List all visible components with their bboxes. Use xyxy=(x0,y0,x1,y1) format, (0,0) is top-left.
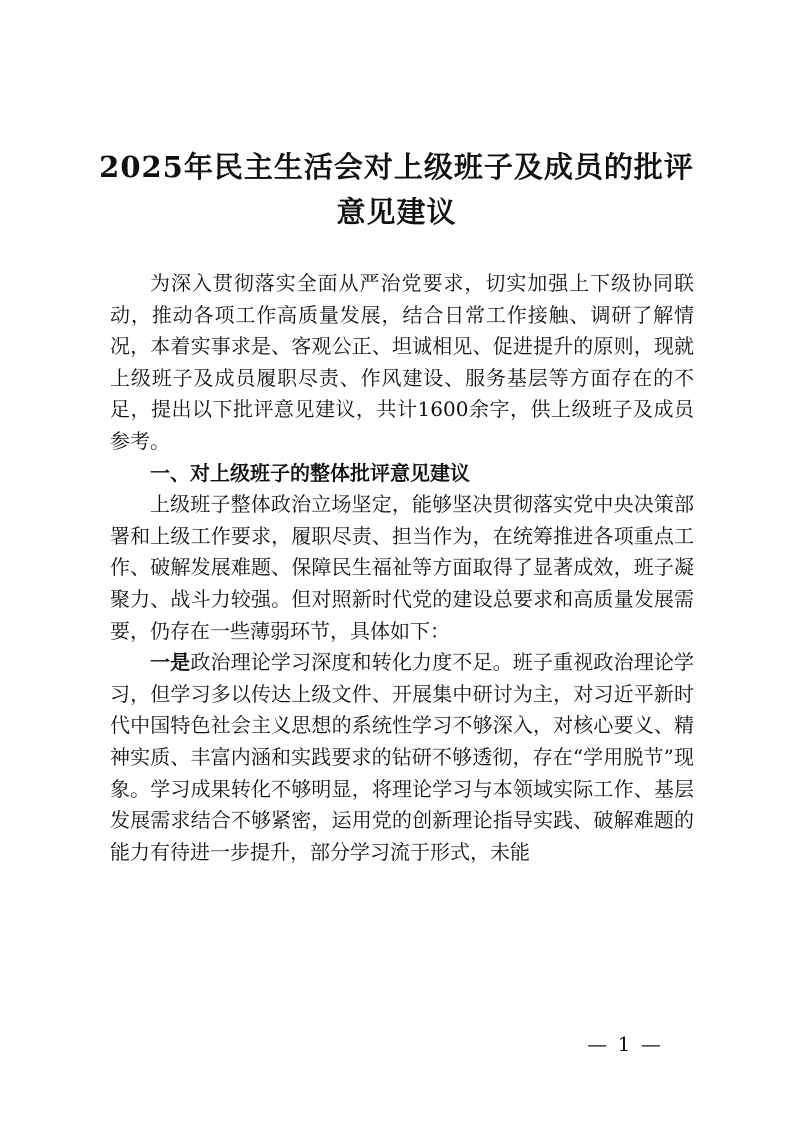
point-1-text: 政治理论学习深度和转化力度不足。班子重视政治理论学习，但学习多以传达上级文件、开展集中研讨为主，对习近平新时代中国特色社会主义思想的系统性学习不够深入，对核心要义、精神实质、丰富内涵和实践要求的钻研不够透彻，存在“学用脱节”现象。学习成果转化不够明显，将理论学习与本领域实际工作、基层发展需求结合不够紧密，运用党的创新理论指导实践、破解难题的能力有待进一步提升，部分学习流于形式，未能 xyxy=(110,650,695,864)
title-line-2: 意见建议 xyxy=(336,195,457,229)
title-line-1: 2025年民主生活会对上级班子及成员的批评 xyxy=(99,150,694,184)
intro-paragraph: 为深入贯彻落实全面从严治党要求，切实加强上下级协同联动，推动各项工作高质量发展，结合日常工作接触、调研了解情况，本着实事求是、客观公正、坦诚相见、促进提升的原则，现就上级班子及成员履职尽责、作风建设、服务基层等方面存在的不足，提出以下批评意见建议，共计1600余字，供上级班子及成员参考。 xyxy=(110,271,694,453)
page-number: — 1 — xyxy=(587,1032,663,1056)
section-1-heading: 一、对上级班子的整体批评意见建议 xyxy=(150,460,470,485)
point-1-lead: 一是 xyxy=(150,650,191,675)
point-1-paragraph xyxy=(110,647,694,868)
section-1-paragraph: 上级班子整体政治立场坚定，能够坚决贯彻落实党中央决策部署和上级工作要求，履职尽责、担当作为，在统筹推进各项重点工作、破解发展难题、保障民生福祉等方面取得了显著成效，班子凝聚力、战斗力较强。但对照新时代党的建设总要求和高质量发展需要，仍存在一些薄弱环节，具体如下： xyxy=(110,492,694,643)
document-body xyxy=(110,268,694,868)
document-title xyxy=(90,145,703,235)
